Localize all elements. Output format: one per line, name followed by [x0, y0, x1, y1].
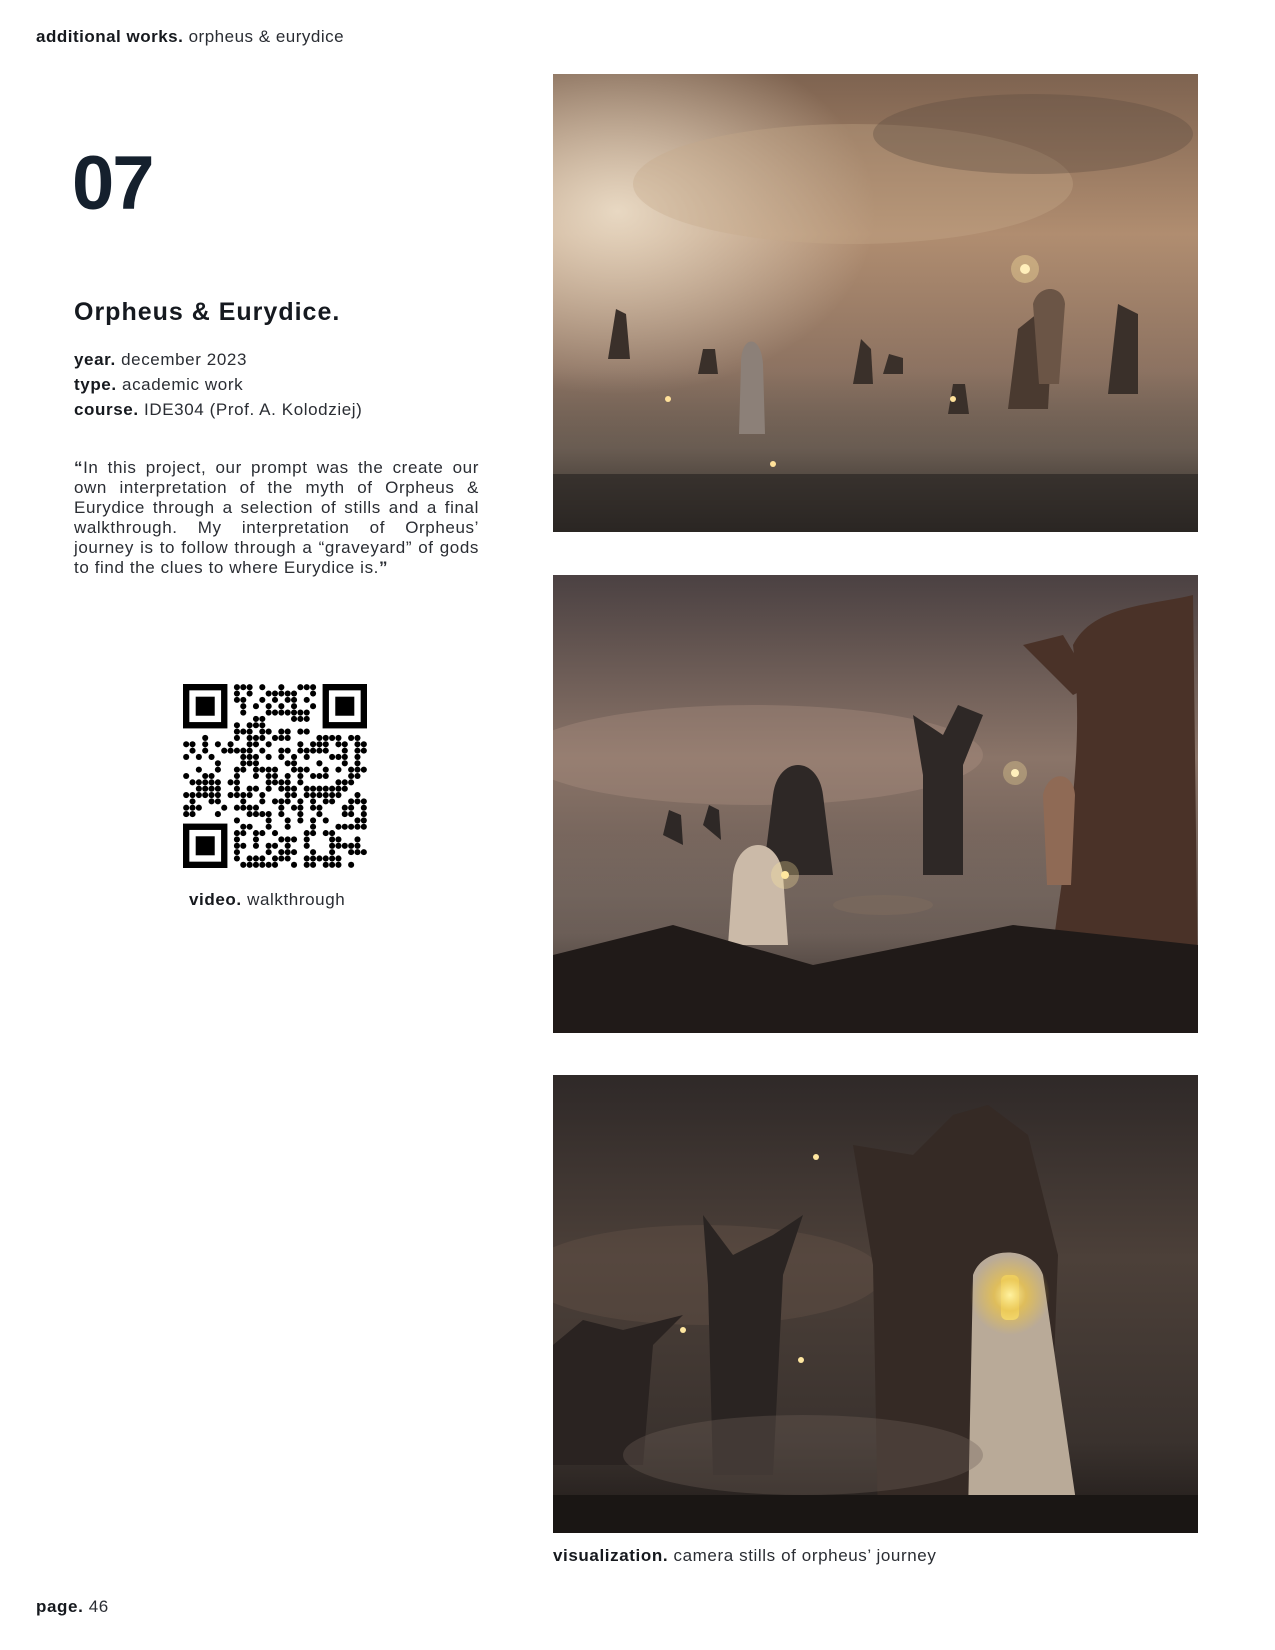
detail-year	[74, 347, 362, 372]
visualization-caption-value: camera stills of orpheus’ journey	[673, 1546, 937, 1565]
detail-label: course.	[74, 400, 139, 419]
camera-still-3	[553, 1075, 1198, 1533]
page-header	[36, 27, 344, 47]
camera-still-2	[553, 575, 1198, 1033]
detail-course	[74, 397, 362, 422]
visualization-caption	[553, 1546, 936, 1566]
project-name: orpheus & eurydice	[188, 27, 345, 46]
section-label: additional works.	[36, 27, 184, 46]
walkthrough-qr-code[interactable]	[183, 684, 367, 868]
qr-caption	[189, 890, 345, 910]
camera-still-1	[553, 74, 1198, 532]
project-number: 07	[72, 141, 153, 226]
quote-open-mark: “	[74, 458, 84, 477]
detail-label: year.	[74, 350, 116, 369]
detail-value: december 2023	[121, 350, 248, 369]
project-details	[74, 347, 362, 422]
detail-label: type.	[74, 375, 117, 394]
project-description	[74, 458, 479, 578]
qr-code-graphic	[183, 684, 367, 868]
page-number	[36, 1597, 109, 1617]
page-number-label: page.	[36, 1597, 84, 1616]
quote-close-mark: ”	[379, 558, 389, 577]
visualization-caption-label: visualization.	[553, 1546, 669, 1565]
page-number-value: 46	[88, 1597, 109, 1616]
qr-caption-label: video.	[189, 890, 242, 909]
project-title: Orpheus & Eurydice.	[74, 298, 341, 326]
qr-caption-value: walkthrough	[247, 890, 346, 909]
quote-text: In this project, our prompt was the create our own interpretation of the myth of Orpheus & Eurydice through a selection of stills and a final walkthrough. My interpretation of Orpheus’ journey is to follow through a “graveyard” of gods to find the clues to where Eurydice is.	[74, 458, 479, 577]
detail-value: IDE304 (Prof. A. Kolodziej)	[144, 400, 363, 419]
detail-type	[74, 372, 362, 397]
detail-value: academic work	[122, 375, 244, 394]
